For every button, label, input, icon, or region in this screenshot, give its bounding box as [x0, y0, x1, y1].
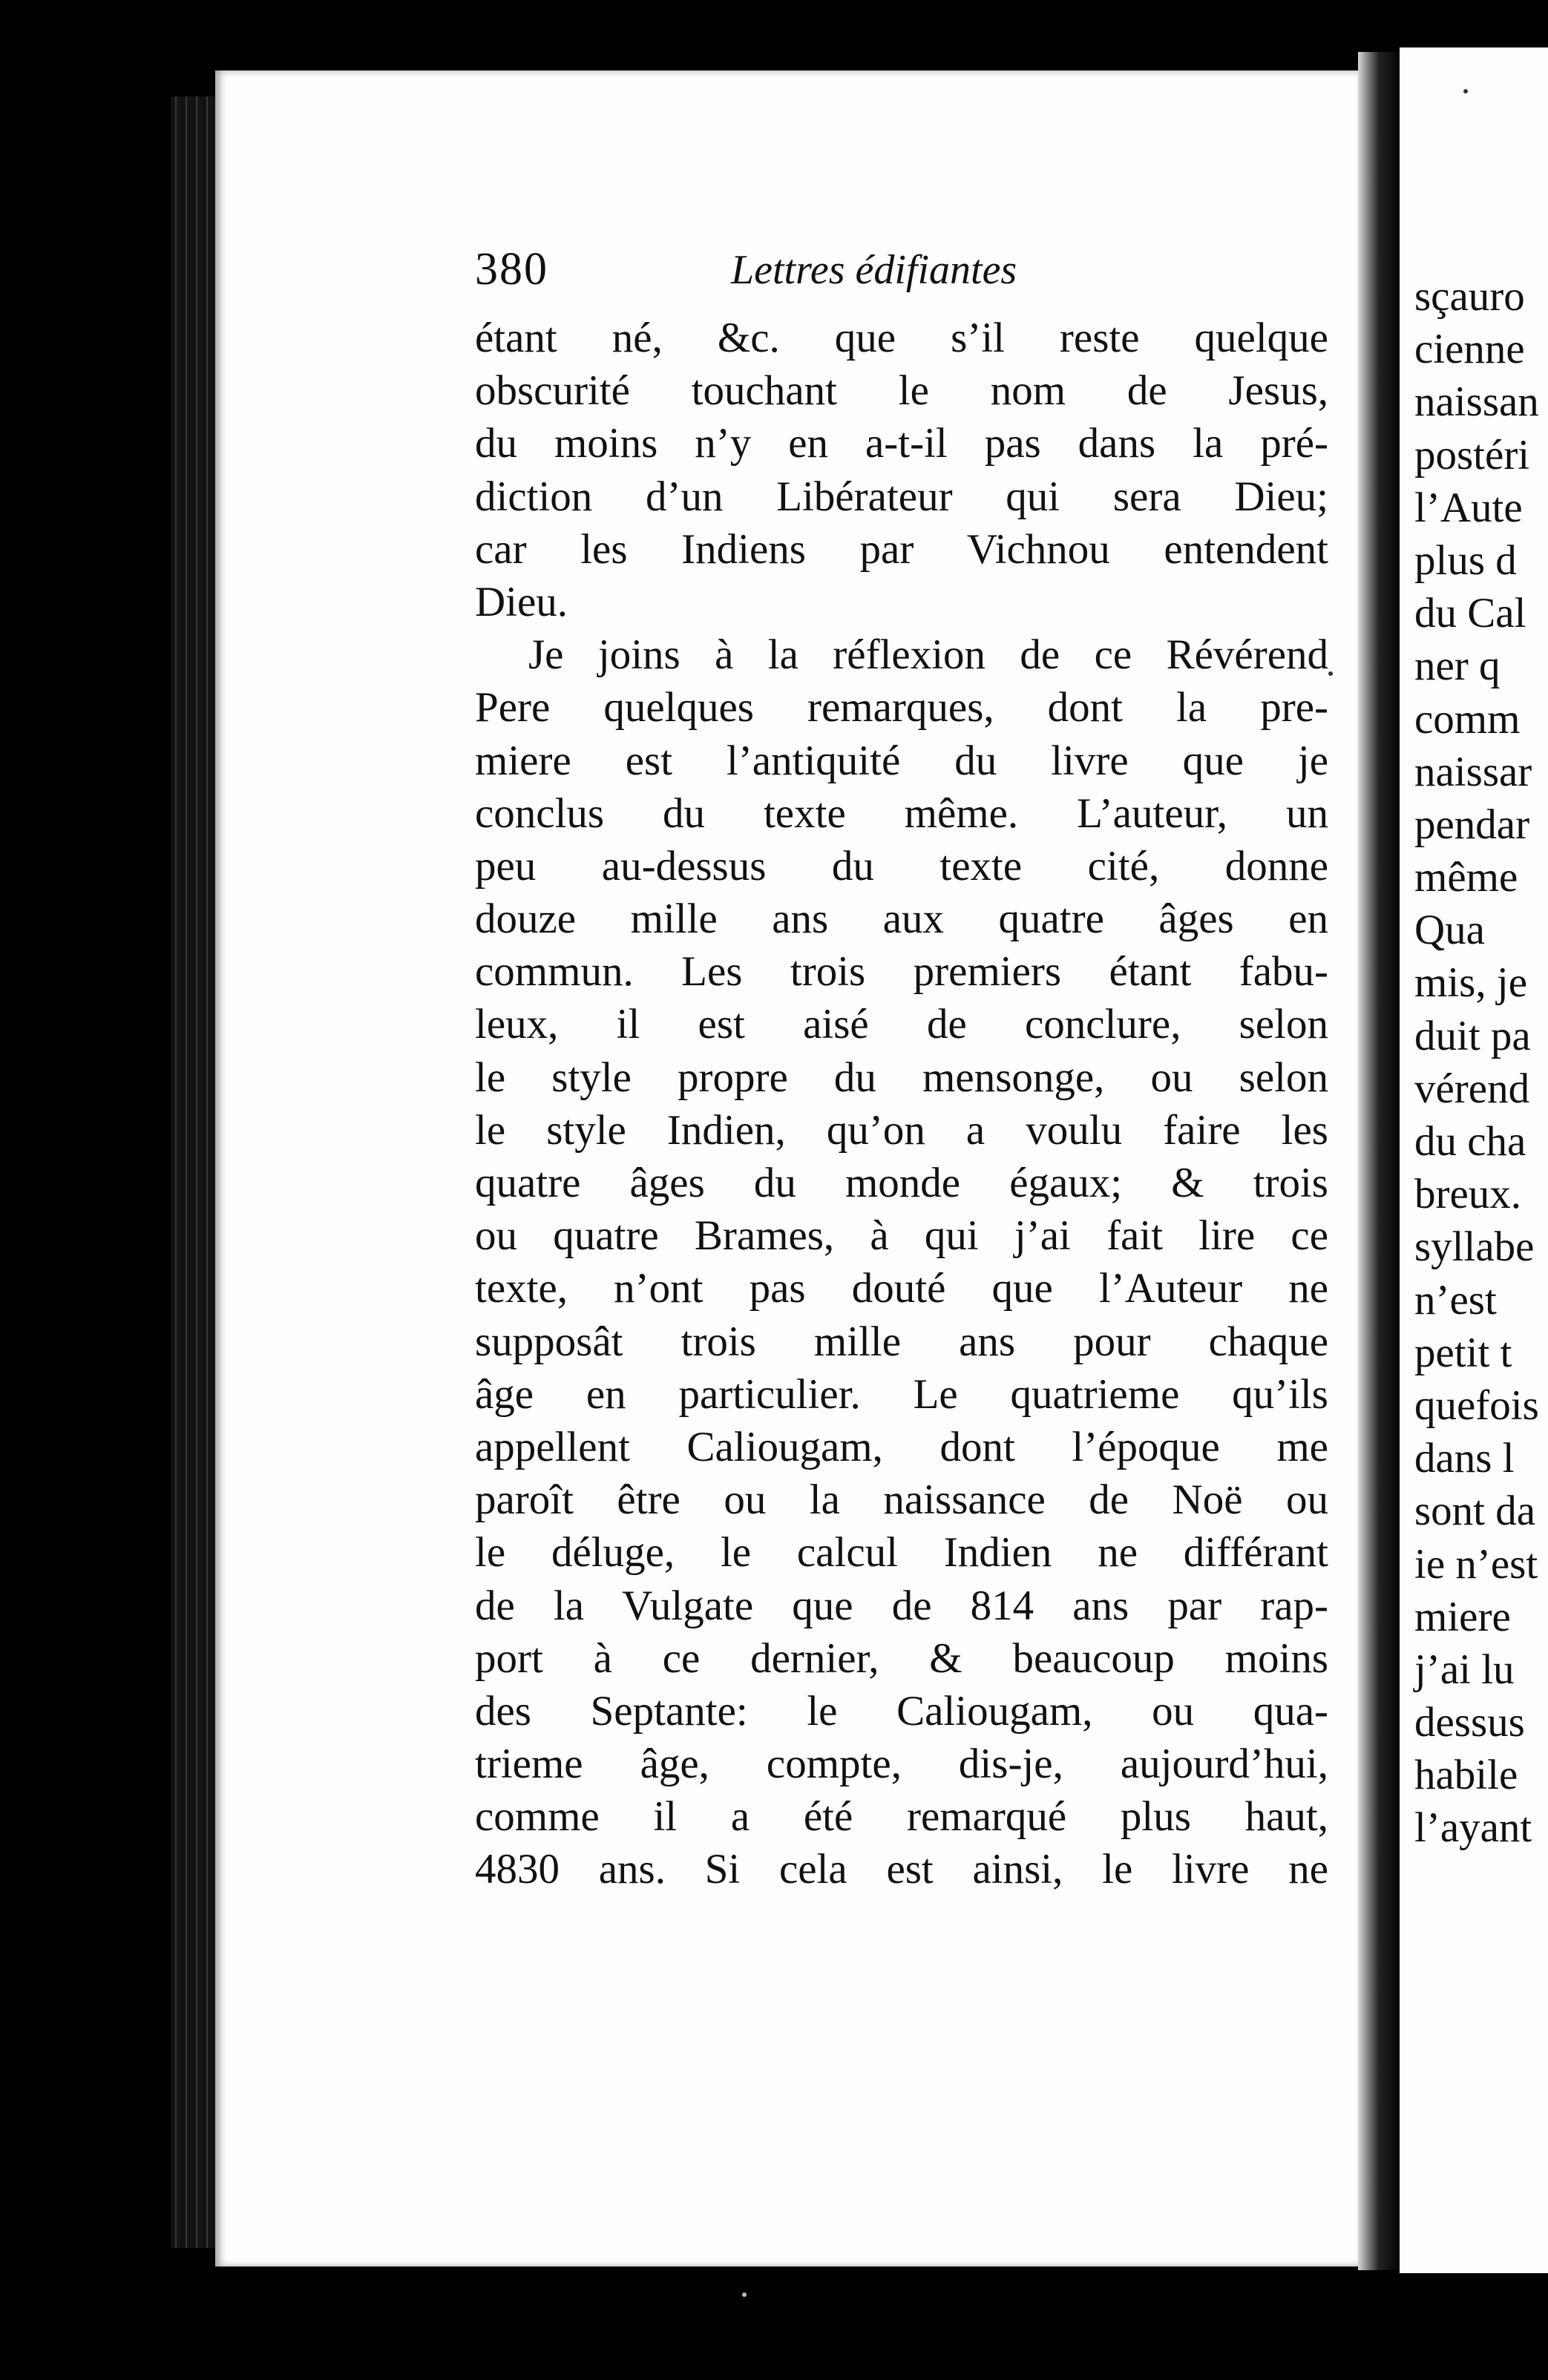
- text-line: comme il a été remarqué plus haut,: [475, 1793, 1328, 1841]
- text-fragment: breux.: [1414, 1171, 1522, 1218]
- paper-speck: [742, 2292, 747, 2297]
- running-head: [475, 243, 1328, 310]
- text-line: leux, il est aisé de conclure, selon: [475, 1001, 1328, 1048]
- text-fragment: naissar: [1414, 748, 1532, 795]
- text-fragment: naissan: [1414, 378, 1539, 426]
- text-line: étant né, &c. que s’il reste quelque: [475, 315, 1328, 361]
- text-line: trieme âge, compte, dis-je, aujourd’hui,: [475, 1740, 1328, 1788]
- text-line: diction d’un Libérateur qui sera Dieu;: [475, 473, 1328, 520]
- running-title: Lettres édifiantes: [731, 247, 1017, 293]
- text-line: le style Indien, qu’on a voulu faire les: [475, 1106, 1328, 1154]
- text-line: commun. Les trois premiers étant fabu-: [475, 948, 1328, 996]
- text-fragment: dans l: [1414, 1435, 1515, 1482]
- text-fragment: plus d: [1414, 536, 1517, 584]
- text-fragment: quefois: [1414, 1381, 1539, 1429]
- text-line: douze mille ans aux quatre âges en: [475, 895, 1328, 943]
- text-fragment: vérend: [1414, 1065, 1530, 1112]
- text-line: paroît être ou la naissance de Noë ou: [475, 1476, 1328, 1524]
- text-fragment: sçauro: [1414, 273, 1525, 320]
- text-fragment: l’Aute: [1414, 484, 1523, 531]
- text-fragment: ner q: [1414, 642, 1501, 690]
- text-fragment: ie n’est: [1414, 1540, 1538, 1588]
- text-fragment: Qua: [1414, 907, 1485, 954]
- text-line: ou quatre Brames, à qui j’ai fait lire ce: [475, 1212, 1328, 1260]
- text-fragment: mis, je: [1414, 959, 1527, 1007]
- text-line: supposât trois mille ans pour chaque: [475, 1318, 1328, 1365]
- page-number: 380: [475, 244, 548, 295]
- text-line: obscurité touchant le nom de Jesus,: [475, 367, 1328, 415]
- paper-speck: [1328, 671, 1333, 676]
- book-gutter: [1358, 52, 1400, 2270]
- text-line: des Septante: le Caliougam, ou qua-: [475, 1687, 1328, 1735]
- text-line: du moins n’y en a-t-il pas dans la pré-: [475, 420, 1328, 467]
- text-fragment: duit pa: [1414, 1012, 1531, 1059]
- text-fragment: postéri: [1414, 431, 1530, 479]
- text-fragment: syllabe: [1414, 1223, 1535, 1271]
- text-line: Je joins à la réflexion de ce Révérend: [528, 631, 1328, 679]
- text-line: le déluge, le calcul Indien ne différant: [475, 1529, 1328, 1577]
- text-fragment: même: [1414, 854, 1518, 901]
- text-line: conclus du texte même. L’auteur, un: [475, 789, 1328, 837]
- text-fragment: habile: [1414, 1752, 1518, 1799]
- text-line: quatre âges du monde égaux; & trois: [475, 1160, 1328, 1206]
- text-line: de la Vulgate que de 814 ans par rap-: [475, 1582, 1328, 1629]
- text-line: texte, n’ont pas douté que l’Auteur ne: [475, 1265, 1328, 1312]
- text-fragment: n’est: [1414, 1276, 1497, 1324]
- text-fragment: pendar: [1414, 801, 1530, 848]
- paper-speck: [1463, 89, 1468, 93]
- text-line: Pere quelques remarques, dont la pre-: [475, 684, 1328, 732]
- text-line: appellent Caliougam, dont l’époque me: [475, 1423, 1328, 1470]
- right-page: [1400, 47, 1548, 2273]
- text-fragment: j’ai lu: [1414, 1646, 1515, 1693]
- text-fragment: sont da: [1414, 1488, 1536, 1535]
- text-line: âge en particulier. Le quatrieme qu’ils: [475, 1370, 1328, 1418]
- text-fragment: cienne: [1414, 326, 1525, 373]
- text-line: port à ce dernier, & beaucoup moins: [475, 1634, 1328, 1682]
- text-line: Dieu.: [475, 578, 568, 625]
- text-fragment: petit t: [1414, 1329, 1512, 1376]
- text-line: miere est l’antiquité du livre que je: [475, 737, 1328, 784]
- text-line: car les Indiens par Vichnou entendent: [475, 525, 1328, 573]
- text-fragment: du cha: [1414, 1118, 1526, 1165]
- text-fragment: dessus: [1414, 1699, 1525, 1746]
- right-page-text: [1414, 270, 1548, 1855]
- text-fragment: miere: [1414, 1593, 1511, 1640]
- text-fragment: l’ayant: [1414, 1804, 1532, 1852]
- text-line: le style propre du mensonge, ou selon: [475, 1053, 1328, 1101]
- text-fragment: comm: [1414, 695, 1521, 743]
- body-text: [475, 312, 1328, 1896]
- text-fragment: du Cal: [1414, 590, 1526, 637]
- text-line: 4830 ans. Si cela est ainsi, le livre ne: [475, 1846, 1328, 1893]
- text-line: peu au-dessus du texte cité, donne: [475, 842, 1328, 890]
